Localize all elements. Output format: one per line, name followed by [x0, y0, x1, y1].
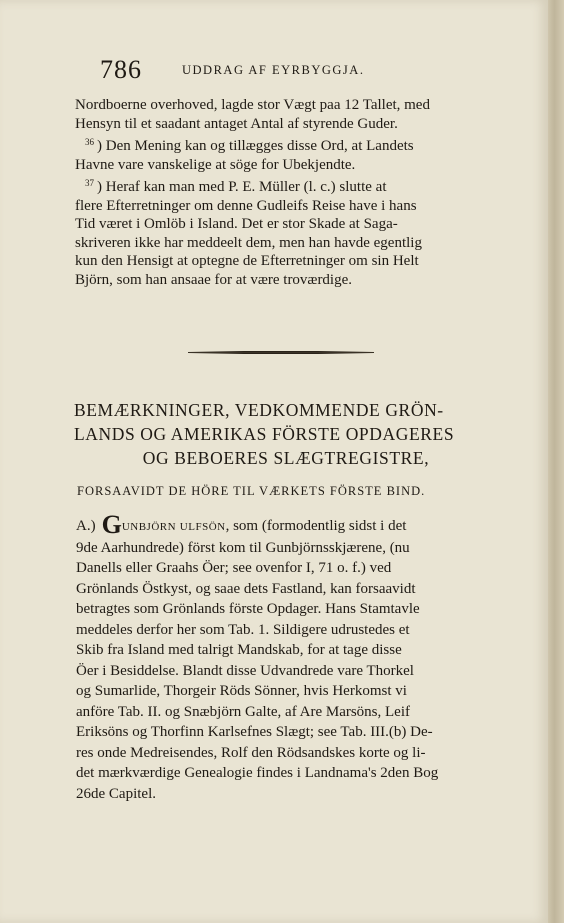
page-header [100, 55, 520, 85]
footnote-line [75, 197, 497, 216]
entry-line: 26de Capitel. [76, 785, 156, 802]
text-line: ) Heraf kan man med P. E. Müller (l. c.) slutte at [97, 179, 387, 195]
entry-line: og Sumarlide, Thorgeir Röds Sönner, hvis Herkomst vi [76, 683, 407, 699]
footnote-block [75, 96, 497, 289]
footnote-37 [75, 174, 497, 197]
title-line: LANDS OG AMERIKAS FÖRSTE OPDAGERES [74, 424, 455, 444]
text-line: Havne vare vanskelige at söge for Ubekjendte. [75, 156, 356, 173]
footnote-37-first [75, 174, 387, 197]
footnote-36 [75, 133, 497, 156]
footnote-number: 36 [85, 137, 94, 147]
entry-first-line-content [76, 510, 407, 539]
text-line: Nordboerne overhoved, lagde stor Vægt paa 12 Tallet, med [75, 97, 430, 113]
title-line: OG BEBOERES SLÆGTREGISTRE, [142, 448, 430, 468]
page-edge [548, 0, 564, 923]
text-line: skriveren ikke har meddeelt dem, men han havde egentlig [75, 234, 422, 251]
entry-line: Öer i Besiddelse. Blandt disse Udvandrede vare Thorkel [76, 662, 414, 679]
entry-line: det mærkværdige Genealogie findes i Landnama's 2den Bog [76, 765, 439, 781]
drop-cap: G [101, 510, 122, 539]
entry-line: meddeles derfor her som Tab. 1. Sildigere udrustedes et [76, 621, 410, 638]
text-line: flere Efterretninger om denne Gudleifs Reise have i hans [75, 197, 417, 214]
footnote-line [75, 156, 497, 175]
entry-line: Grönlands Östkyst, og saae dets Fastland, kan forsaavidt [76, 580, 416, 597]
text-line: Hensyn til et saadant antaget Antal af styrende Guder. [75, 115, 398, 132]
running-head: UDDRAG AF EYRBYGGJA. [182, 63, 365, 77]
footnote-number: 37 [85, 178, 94, 188]
entry-a [76, 510, 498, 804]
footnote-line [75, 215, 497, 234]
text-line: kun den Hensigt at optegne de Efterretninger om sin Helt [75, 253, 419, 269]
entry-line: Skib fra Island med talrigt Mandskab, for at tage disse [76, 642, 402, 658]
footnote-line [75, 96, 497, 115]
footnote-line [75, 271, 497, 290]
text-line: ) Den Mening kan og tillægges disse Ord, at Landets [97, 138, 414, 154]
page-number: 786 [100, 55, 142, 84]
entry-line: res onde Medreisendes, Rolf den Rödsandskes korte og li- [76, 744, 426, 761]
section-title [74, 398, 498, 470]
entry-line: betragtes som Grönlands förste Opdager. Hans Stamtavle [76, 601, 420, 617]
name-small-caps-second: ULFSÖN [179, 521, 226, 533]
text-line: Björn, som han ansaae for at være troværdige. [75, 271, 353, 288]
entry-line: Danells eller Graahs Öer; see ovenfor I, 71 o. f.) ved [76, 560, 392, 576]
text-line: , som (formodentlig sidst i det [225, 518, 407, 534]
entry-line: anföre Tab. II. og Snæbjörn Galte, af Are Marsöns, Leif [76, 703, 410, 720]
title-line: BEMÆRKNINGER, VEDKOMMENDE GRÖN- [74, 400, 444, 420]
footnote-line [75, 234, 497, 253]
section-divider-line [188, 352, 374, 353]
section-subtitle: FORSAAVIDT DE HÖRE TIL VÆRKETS FÖRSTE BIND. [77, 484, 426, 498]
footnote-line [75, 252, 497, 271]
footnote-line [75, 115, 497, 134]
footnote-36-first [75, 133, 414, 156]
entry-marker: A.) [76, 518, 96, 534]
entry-line: Eriksöns og Thorfinn Karlsefnes Slægt; see Tab. III.(b) De- [76, 724, 433, 740]
entry-first-line [76, 510, 498, 539]
name-small-caps: UNBJÖRN [121, 521, 177, 533]
text-line: Tid været i Omlöb i Island. Det er stor Skade at Saga- [75, 216, 398, 232]
entry-line: 9de Aarhundrede) först kom til Gunbjörnsskjærene, (nu [76, 539, 410, 556]
